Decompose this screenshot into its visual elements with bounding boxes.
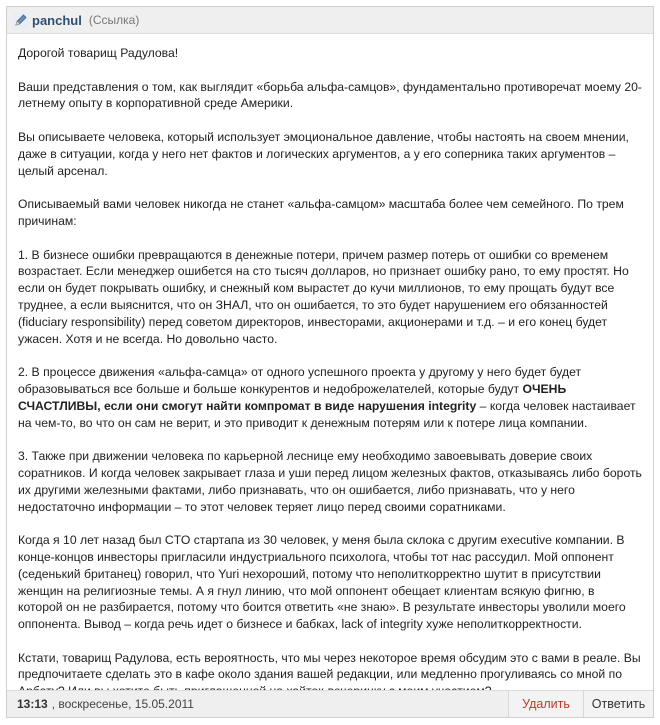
comment-header [7, 7, 653, 34]
comment-card [6, 6, 654, 718]
paragraph [18, 364, 642, 431]
paragraph: Дорогой товарищ Радулова! [18, 46, 179, 60]
paragraph: Описываемый вами человек никогда не станет «альфа-самцом» масштаба более чем семейного. По трем причинам: [18, 197, 624, 228]
paragraph-text: 2. В процессе движения «альфа-самца» от одного успешного проекта у другому у него будет будет образовываться все больше и больше конкурентов и недоброжелателей, которые будут [18, 365, 582, 396]
delete-button[interactable]: Удалить [508, 691, 583, 717]
comment-body [7, 34, 653, 700]
paragraph: 1. В бизнесе ошибки превращаются в денежные потери, причем размер потерь от ошибки со временем возрастает. Если менеджер ошибется на сто тысяч долларов, но признает ошибку рано, то ему простят. Но если он будет покрывать ошибку, и снежный ком вырастет до кучи миллионов, то ему прощать будут все труднее, а если выяснится, что он ЗНАЛ, что он ошибается, то это будет нарушением его обязанностей (fiduciary responsibility) перед советом директоров, инвесторами, акционерами и т.д. – и его конец будет ужасен. Хотя и не всегда. Но довольно часто. [18, 247, 629, 346]
paragraph-text: – когда человек настаивает на чем-то, во что он сам не верит, и это приводит к денежным потерям или к потере лица компании. [18, 398, 636, 430]
comment-footer [7, 690, 653, 717]
reply-button[interactable]: Ответить [583, 691, 653, 717]
paragraph: Ваши представления о том, как выглядит «борьба альфа-самцов», фундаментально противоречат моему 20-летнему опыту в корпоративной среде Америки. [18, 79, 642, 111]
author-link[interactable]: panchul [32, 12, 82, 28]
emphasis-text: ОЧЕНЬ СЧАСТЛИВЫ, если они смогут найти компромат в виде нарушения integrity [18, 381, 567, 413]
comment-date: , воскресенье, 15.05.2011 [51, 697, 194, 711]
paragraph: 3. Также при движении человека по карьерной леснице ему необходимо завоевывать доверие своих соратников. И когда человек закрывает глаза и уши перед лицом железных фактов, отказываясь либо бороть их другими железными фактами, либо признавать, что он ошибается, либо признавать, что у него недостаточно информации – то этот человек теряет лицо перед своими соратниками. [18, 449, 642, 514]
paragraph: Когда я 10 лет назад был CTO стартапа из 30 человек, у меня была склока с другим executive компании. В конце-концов инвесторы пригласили индустриального психолога, чтобы тот нас рассудил. Мой оппонент (седенький британец) говорил, что Yuri нехороший, потому что неполиткорректно шутит в присутствии женщин на религиозные темы. А я гнул линию, что мой оппонент обещает клиентам всякую фигню, в которой он не разбирается, потому что боится ответить «не знаю». В результате инвесторы уволили моего оппонента. Вывод – когда речь идет о бизнесе и бабках, lack of integrity хуже неполиткорректности. [18, 533, 626, 632]
pencil-icon [13, 12, 29, 28]
paragraph: Вы описываете человека, который использует эмоциональное давление, чтобы настоять на своем мнении, даже в ситуации, когда у него нет фактов и логических аргументов, а у его соперника таких аргументов – целый арсенал. [18, 129, 629, 178]
comment-time: 13:13 [17, 697, 48, 711]
paragraph: Кстати, товарищ Радулова, есть вероятность, что мы через некоторое время обсудим это с вами в реале. Вы предпочитаете сделать это в кафе около здания вашей редакции, или медленно прогуливаясь со мной по [18, 650, 641, 682]
permalink-link[interactable]: (Ссылка) [88, 13, 140, 27]
